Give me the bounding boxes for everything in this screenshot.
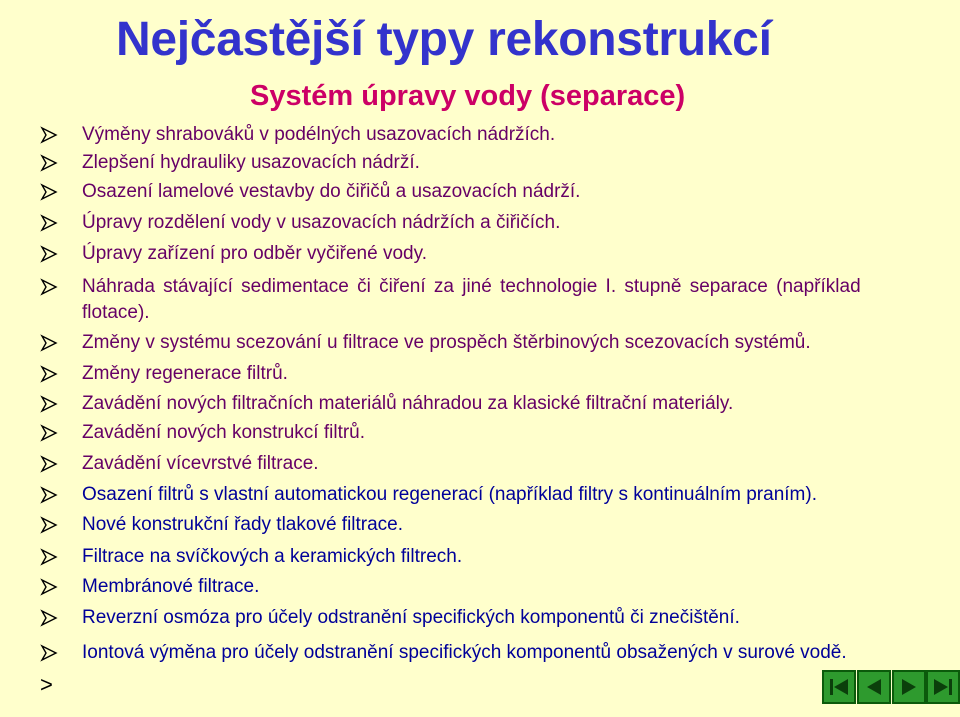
arrowhead-bullet-icon [40,245,58,263]
list-item-text: Iontová výměna pro účely odstranění specifických komponentů obsažených v surové vodě. [82,642,847,663]
first-slide-button[interactable] [822,670,856,704]
last-slide-icon [928,672,958,702]
last-slide-button[interactable] [926,670,960,704]
list-item-text: Zavádění vícevrstvé filtrace. [82,453,319,474]
list-item-text: Úpravy zařízení pro odběr vyčiřené vody. [82,243,427,264]
page-title: Nejčastější typy rekonstrukcí [116,13,772,66]
arrowhead-bullet-icon [40,395,58,413]
next-slide-icon [894,672,924,702]
next-slide-button[interactable] [892,670,926,704]
list-item-text: Nové konstrukční řady tlakové filtrace. [82,514,404,535]
list-item-text: Náhrada stávající sedimentace či čiření za jiné technologie I. stupně separace (například flotace). [82,276,861,323]
list-item-text: Osazení lamelové vestavby do čiřičů a usazovacích nádrží. [82,181,581,202]
arrowhead-bullet-icon [40,365,58,383]
list-item-text: Osazení filtrů s vlastní automatickou regenerací (například filtry s kontinuálním praním). [82,484,817,505]
list-item-text: Reverzní osmóza pro účely odstranění specifických komponentů či znečištění. [82,607,740,628]
arrowhead-bullet-icon [40,578,58,596]
list-item-text: Změny regenerace filtrů. [82,363,288,384]
arrowhead-bullet-icon [40,183,58,201]
section-subtitle: Systém úpravy vody (separace) [250,80,686,112]
arrowhead-bullet-icon [40,455,58,473]
list-item-text: Zavádění nových konstrukcí filtrů. [82,422,366,443]
list-item-text: Filtrace na svíčkových a keramických filtrech. [82,546,463,567]
list-item-text: Zavádění nových filtračních materiálů náhradou za klasické filtrační materiály. [82,393,734,414]
arrowhead-bullet-icon [40,214,58,232]
footer-marker: > [40,672,53,697]
previous-slide-icon [859,672,889,702]
arrowhead-bullet-icon [40,644,58,662]
arrowhead-bullet-icon [40,126,58,144]
list-item-text: Zlepšení hydrauliky usazovacích nádrží. [82,152,420,173]
arrowhead-bullet-icon [40,334,58,352]
arrowhead-bullet-icon [40,609,58,627]
arrowhead-bullet-icon [40,486,58,504]
previous-slide-button[interactable] [857,670,891,704]
arrowhead-bullet-icon [40,154,58,172]
arrowhead-bullet-icon [40,516,58,534]
first-slide-icon [824,672,854,702]
arrowhead-bullet-icon [40,548,58,566]
arrowhead-bullet-icon [40,424,58,442]
list-item-text: Změny v systému scezování u filtrace ve prospěch štěrbinových scezovacích systémů. [82,332,811,353]
list-item-text: Membránové filtrace. [82,576,260,597]
list-item-text: Úpravy rozdělení vody v usazovacích nádržích a čiřičích. [82,212,561,233]
arrowhead-bullet-icon [40,278,58,296]
list-item-text: Výměny shrabováků v podélných usazovacích nádržích. [82,124,556,145]
